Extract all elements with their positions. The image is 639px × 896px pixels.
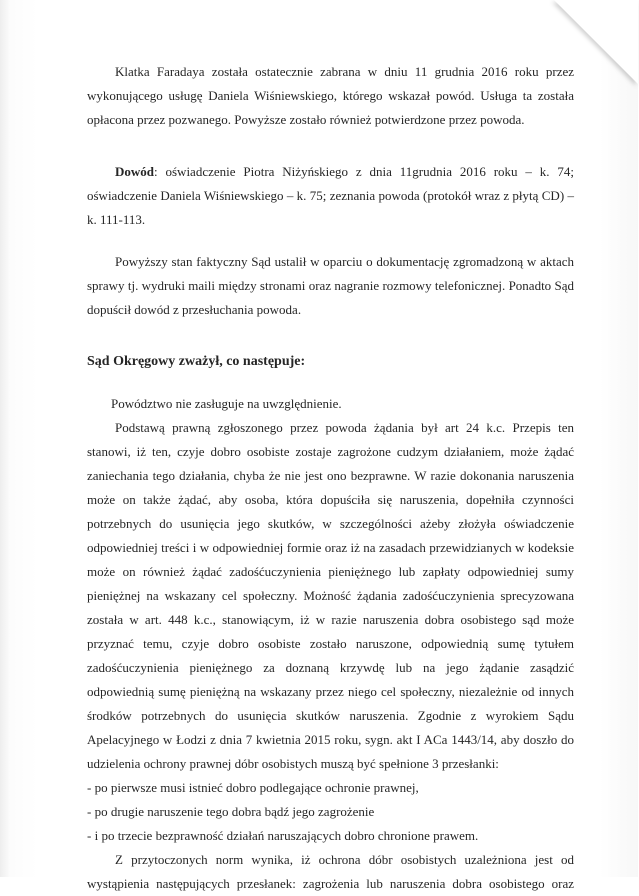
evidence-text: : oświadczenie Piotra Niżyńskiego z dnia 11grudnia 2016 roku – k. 74; oświadczenie Daniela Wiśniewskiego – k. 75; zeznania powoda (protokół wraz z płytą CD) – k. 111-113. bbox=[87, 164, 574, 227]
list-item: - i po trzecie bezprawność działań naruszających dobro chronione prawem. bbox=[87, 828, 479, 843]
paragraph-legal-basis: Podstawą prawną zgłoszonego przez powoda żądania był art 24 k.c. Przepis ten stanowi, iż ten, czyje dobro osobiste zostaje zagrożone cudzym działaniem, może żądać zaniechania tego działania, chyba że nie jest ono bezprawne. W razie dokonania naruszenia może on także żądać, aby osoba, która dopuściła się naruszenia, dopełniła czynności potrzebnych do usunięcia jego skutków, w szczególności ażeby złożyła oświadczenie odpowiedniej treści i w odpowiedniej formie oraz iż na zasadach przewidzianych w kodeksie może on również żądać zadośćuczynienia pieniężnego lub zapłaty odpowiedniej sumy pieniężnej na wskazany cel społeczny. Możność żądania zadośćuczynienia sprecyzowana została w art. 448 k.c., stanowiącym, iż w razie naruszenia dobra osobistego sąd może przyznać temu, czyje dobro osobiste zostało naruszone, odpowiednią sumę tytułem zadośćuczynienia pieniężnego za doznaną krzywdę lub na jego żądanie zasądzić odpowiednią sumę pieniężną na wskazany przez niego cel społeczny, niezależnie od innych środków potrzebnych do usunięcia skutków naruszenia. Zgodnie z wyrokiem Sądu Apelacyjnego w Łodzi z dnia 7 kwietnia 2015 roku, sygn. akt I ACa 1443/14, aby doszło do udzielenia ochrony prawnej dóbr osobistych muszą być spełnione 3 przesłanki: bbox=[87, 420, 574, 771]
list-item: - po pierwsze musi istnieć dobro podlegające ochronie prawnej, bbox=[87, 780, 419, 795]
paragraph-evidence bbox=[87, 160, 574, 232]
section-heading: Sąd Okręgowy zważył, co następuje: bbox=[87, 354, 306, 369]
paragraph-factual-findings: Powyższy stan faktyczny Sąd ustalił w oparciu o dokumentację zgromadzoną w aktach sprawy tj. wydruki maili między stronami oraz nagranie rozmowy telefonicznej. Ponadto Sąd dopuścił dowód z przesłuchania powoda. bbox=[87, 254, 574, 317]
paragraph-claim-dismissed: Powództwo nie zasługuje na uwzględnienie. bbox=[111, 396, 342, 411]
list-item: - po drugie naruszenie tego dobra bądź jego zagrożenie bbox=[87, 804, 375, 819]
scan-edge-shadow bbox=[0, 0, 10, 877]
paragraph-conclusion: Z przytoczonych norm wynika, iż ochrona dóbr osobistych uzależniona jest od wystąpienia następujących przesłanek: zagrożenia lub naruszenia dobra osobistego oraz bbox=[87, 852, 574, 891]
document-body bbox=[87, 60, 574, 896]
evidence-label: Dowód bbox=[115, 164, 155, 179]
paragraph-faraday-cage: Klatka Faradaya została ostatecznie zabrana w dniu 11 grudnia 2016 roku przez wykonującego usługę Daniela Wiśniewskiego, którego wskazał powód. Usługa ta została opłacona przez pozwanego. Powyższe zostało również potwierdzone przez powoda. bbox=[87, 64, 574, 127]
